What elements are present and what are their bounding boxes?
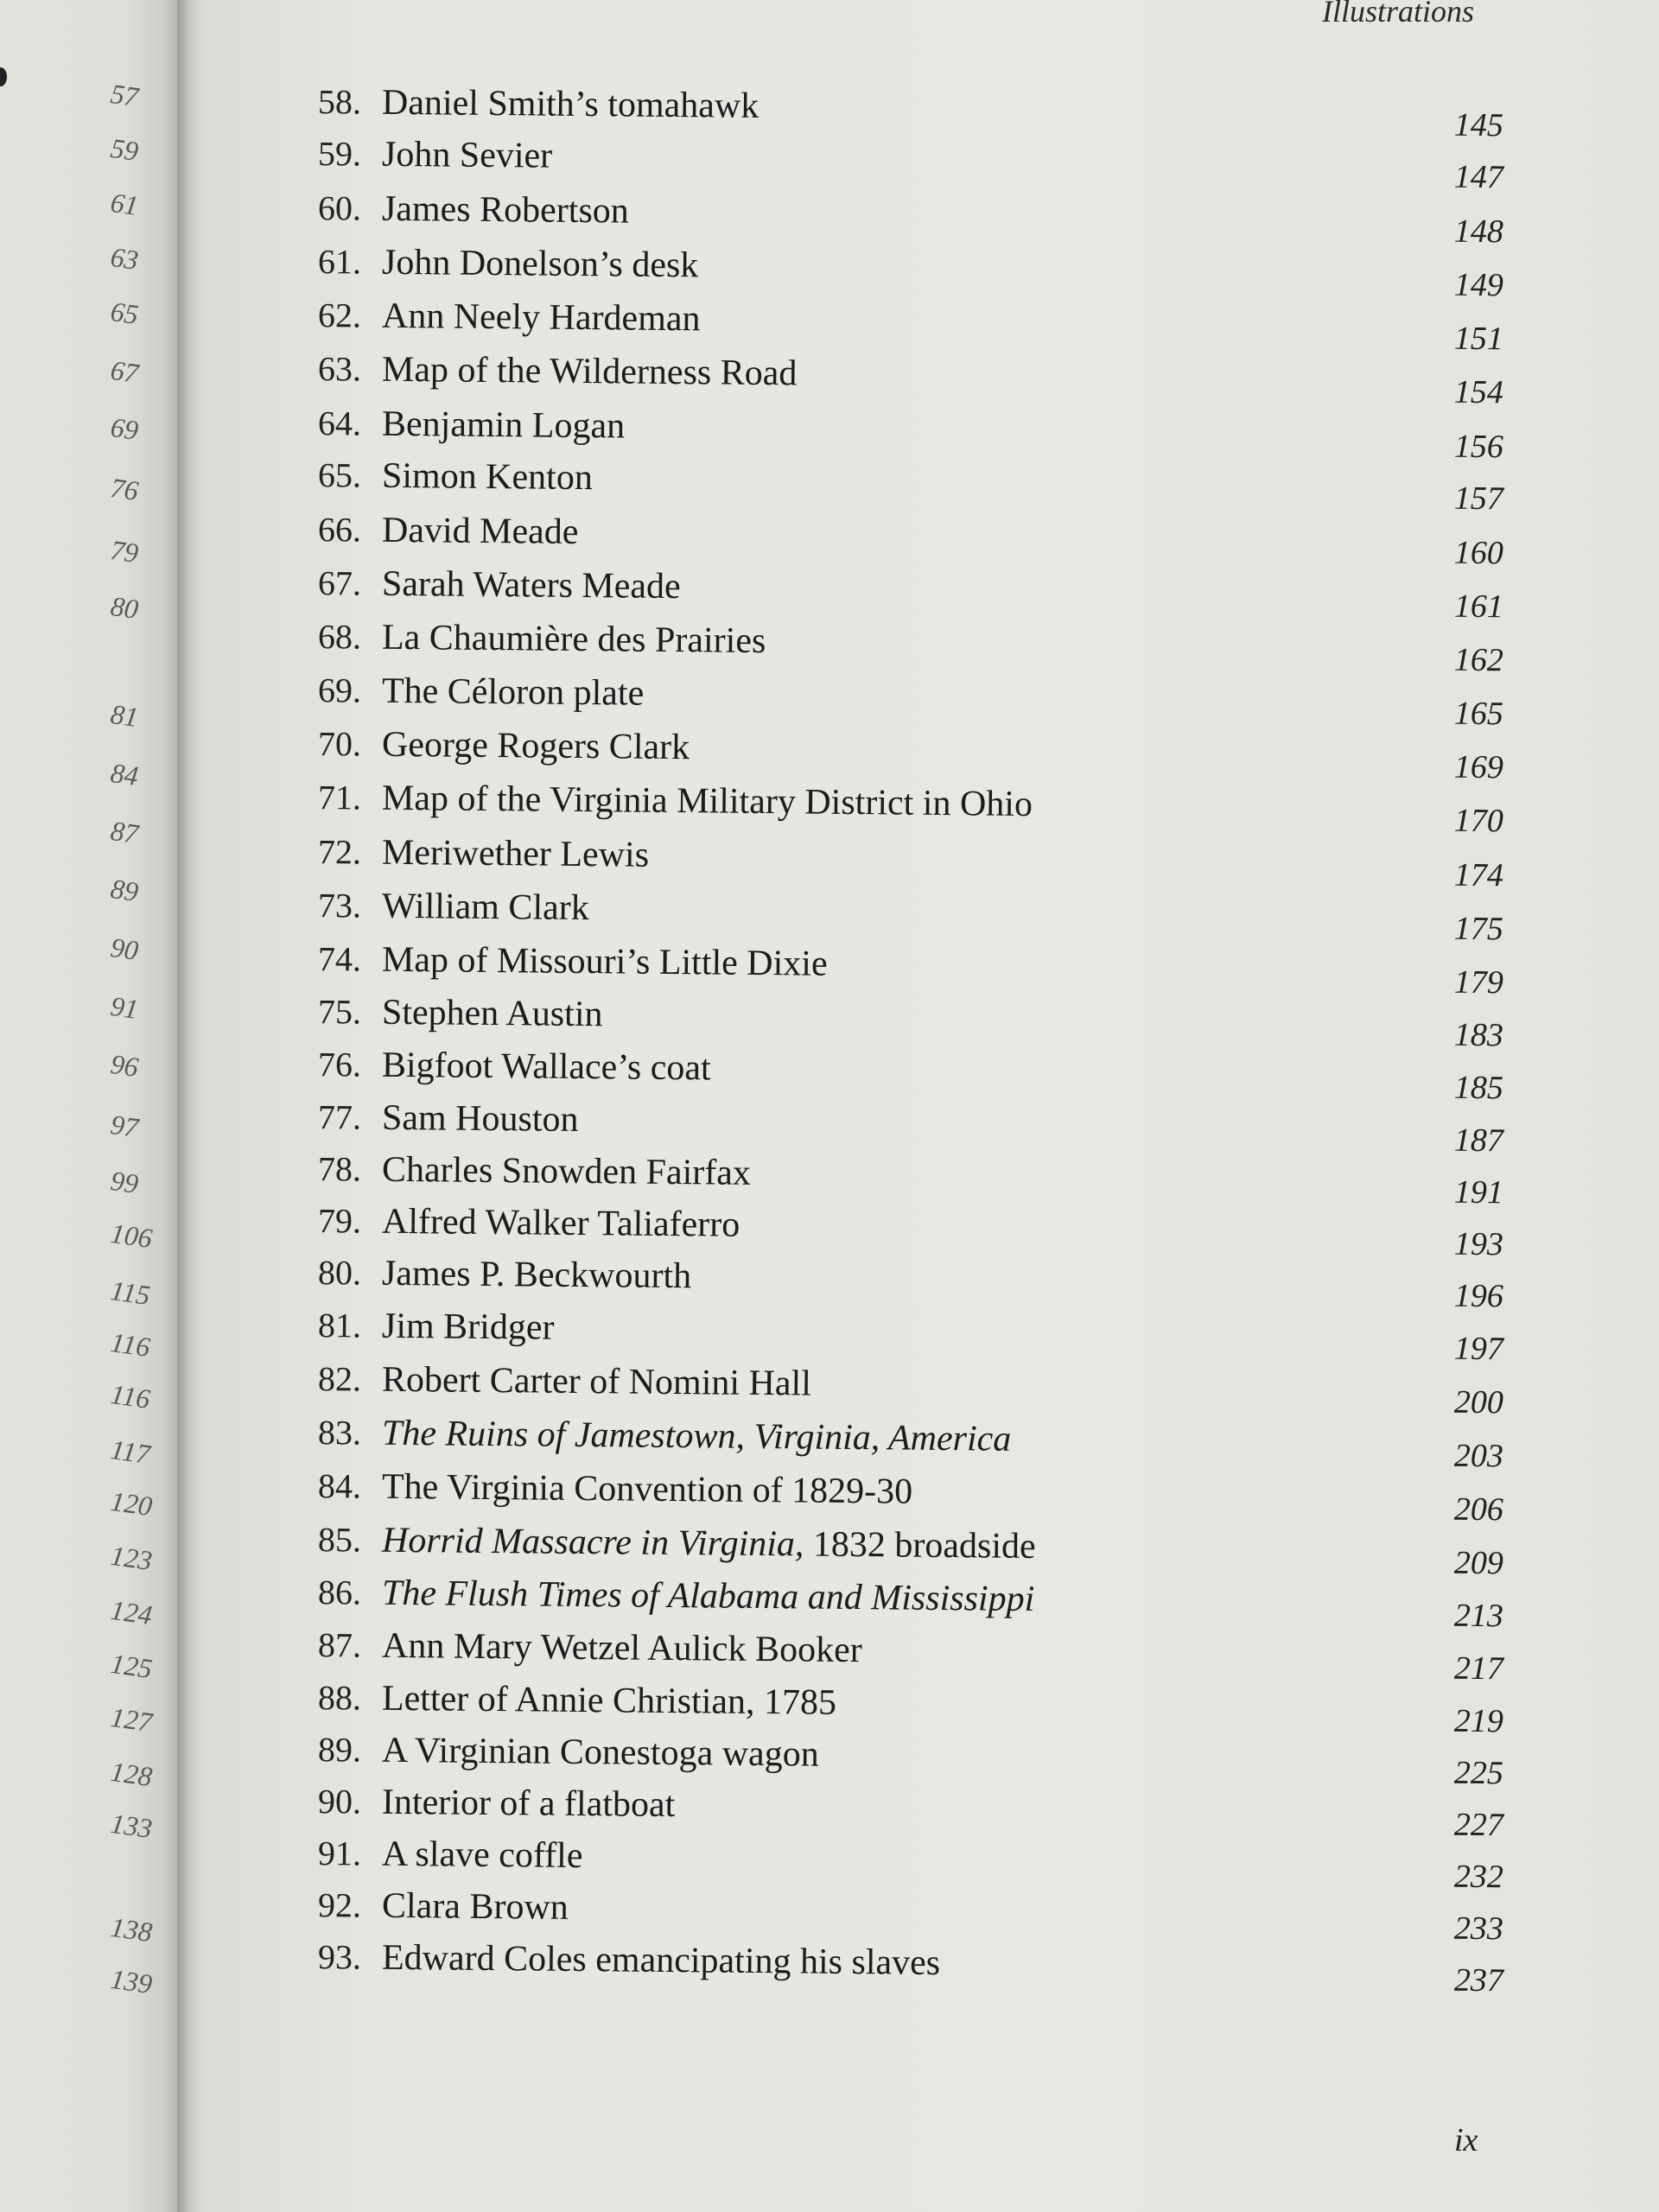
entry-number: 73. — [317, 886, 362, 925]
left-page-number: 84 — [108, 756, 141, 792]
left-page-number: 116 — [108, 1326, 152, 1363]
entry-number: 91. — [317, 1834, 362, 1873]
entry-title: La Chaumière des Prairies — [381, 617, 766, 662]
entry-page-number: 187 — [1453, 1122, 1504, 1160]
left-page-number: 99 — [108, 1164, 141, 1200]
entry-page-number: 145 — [1453, 106, 1504, 144]
entry-number: 72. — [317, 832, 362, 872]
entry-page-number: 149 — [1453, 266, 1504, 304]
entry-number: 66. — [317, 510, 362, 550]
entry-page-number: 165 — [1453, 695, 1504, 733]
left-page-number: 125 — [108, 1647, 155, 1685]
left-page-number: 87 — [108, 814, 141, 850]
entry-page-number: 156 — [1453, 428, 1504, 466]
entry-title: Meriwether Lewis — [381, 832, 650, 875]
entry-number: 76. — [317, 1045, 362, 1084]
entry-title: Sarah Waters Meade — [381, 563, 681, 607]
entry-number: 78. — [317, 1149, 362, 1189]
entry-number: 84. — [317, 1466, 362, 1506]
left-page-number: 90 — [108, 931, 141, 967]
entry-title: The Virginia Convention of 1829-30 — [381, 1466, 913, 1512]
entry-page-number: 148 — [1453, 213, 1504, 251]
entry-number: 93. — [317, 1937, 362, 1977]
entry-page-number: 185 — [1453, 1069, 1504, 1107]
entry-number: 62. — [317, 296, 362, 335]
entry-title: A slave coffle — [381, 1834, 583, 1877]
entry-number: 71. — [317, 778, 362, 817]
entry-number: 64. — [317, 404, 362, 443]
entry-number: 68. — [317, 617, 362, 657]
entry-page-number: 191 — [1453, 1173, 1504, 1211]
entry-number: 61. — [317, 242, 362, 282]
left-page-number: 59 — [108, 131, 141, 168]
entry-title: Ann Mary Wetzel Aulick Booker — [381, 1625, 862, 1671]
entry-title — [382, 1413, 1012, 1460]
entry-title: Jim Bridger — [381, 1306, 555, 1348]
left-page-number: 61 — [108, 186, 141, 222]
left-page-number: 57 — [108, 77, 141, 113]
entry-page-number: 232 — [1453, 1858, 1504, 1896]
page-folio: ix — [1454, 2122, 1478, 2158]
entry-title: Robert Carter of Nomini Hall — [381, 1359, 812, 1404]
left-page-number: 76 — [108, 471, 141, 507]
entry-number: 82. — [317, 1359, 362, 1399]
entry-title: Map of Missouri’s Little Dixie — [381, 939, 828, 984]
entry-title-italic: The Flush Times of Alabama and Mississippi — [381, 1573, 1035, 1620]
entry-number: 65. — [317, 455, 362, 495]
left-page-number: 116 — [108, 1378, 152, 1415]
entry-title-italic: The Ruins of Jamestown, Virginia, America — [381, 1413, 1012, 1459]
entry-page-number: 209 — [1453, 1544, 1504, 1582]
left-page-number: 67 — [108, 353, 141, 390]
entry-title: William Clark — [381, 886, 589, 929]
entry-page-number: 225 — [1453, 1754, 1504, 1792]
left-page-number: 81 — [108, 697, 141, 734]
entry-page-number: 157 — [1453, 480, 1504, 518]
left-page-number: 69 — [108, 410, 141, 447]
entry-number: 85. — [317, 1520, 362, 1560]
entry-title: George Rogers Clark — [381, 724, 690, 768]
left-page-number: 133 — [108, 1807, 155, 1845]
left-page-number: 106 — [108, 1217, 155, 1255]
entry-number: 70. — [317, 724, 362, 764]
entry-title — [382, 1573, 1035, 1620]
entry-page-number: 200 — [1453, 1383, 1504, 1421]
entry-title: Alfred Walker Taliaferro — [381, 1201, 741, 1245]
left-page-number: 120 — [108, 1484, 155, 1522]
left-page-number: 115 — [108, 1274, 152, 1312]
entry-number: 75. — [317, 992, 362, 1032]
entry-page-number: 213 — [1453, 1597, 1504, 1635]
entry-number: 92. — [317, 1885, 362, 1925]
left-page-number: 65 — [108, 295, 141, 331]
entry-title: James P. Beckwourth — [381, 1253, 692, 1297]
entry-title: Horrid Massacre in Virginia, 1832 broadside — [381, 1520, 1036, 1567]
entry-number: 60. — [317, 188, 362, 228]
entry-number: 67. — [317, 563, 362, 603]
entry-title: Interior of a flatboat — [381, 1782, 676, 1826]
entry-page-number: 170 — [1453, 802, 1504, 840]
entry-title: David Meade — [381, 510, 579, 552]
left-page-number: 79 — [108, 533, 141, 569]
entry-title: Charles Snowden Fairfax — [381, 1149, 752, 1193]
entry-title-italic: Horrid Massacre in Virginia, — [381, 1520, 804, 1565]
entry-page-number: 154 — [1453, 373, 1504, 411]
left-page-number: 123 — [108, 1539, 155, 1577]
entry-title: Edward Coles emancipating his slaves — [381, 1937, 941, 1983]
entry-number: 87. — [317, 1625, 362, 1665]
left-page-number: 138 — [108, 1910, 155, 1948]
entry-page-number: 206 — [1453, 1491, 1504, 1529]
entry-number: 59. — [317, 134, 362, 174]
left-page-number: 96 — [108, 1047, 141, 1084]
entry-title: Daniel Smith’s tomahawk — [381, 82, 760, 126]
entry-title: Clara Brown — [381, 1885, 569, 1928]
entry-title: James Robertson — [381, 188, 630, 232]
entry-number: 79. — [317, 1201, 362, 1241]
entry-page-number: 183 — [1453, 1016, 1504, 1054]
entry-page-number: 169 — [1453, 748, 1504, 786]
entry-title: John Donelson’s desk — [381, 242, 699, 286]
entry-title: A Virginian Conestoga wagon — [381, 1730, 819, 1775]
left-page-number: 128 — [108, 1755, 155, 1793]
entry-page-number: 196 — [1453, 1277, 1504, 1315]
entry-page-number: 151 — [1453, 320, 1504, 358]
entry-number: 69. — [317, 671, 362, 710]
left-page-number: 63 — [108, 240, 141, 276]
entry-page-number: 233 — [1453, 1910, 1504, 1948]
entry-number: 89. — [317, 1730, 362, 1770]
left-page-number: 89 — [108, 872, 141, 908]
entry-number: 63. — [317, 349, 362, 389]
entry-page-number: 237 — [1453, 1961, 1504, 1999]
running-head: Illustrations — [1322, 0, 1475, 29]
entry-number: 58. — [317, 82, 362, 122]
entry-number: 81. — [317, 1306, 362, 1345]
entry-number: 90. — [317, 1782, 362, 1821]
entry-title: Letter of Annie Christian, 1785 — [381, 1678, 837, 1723]
entry-page-number: 162 — [1453, 641, 1504, 679]
left-page-number: 127 — [108, 1700, 155, 1738]
entry-page-number: 203 — [1453, 1437, 1504, 1475]
entry-title: Map of the Wilderness Road — [381, 349, 798, 394]
entry-title: Bigfoot Wallace’s coat — [381, 1045, 711, 1089]
entry-title: Stephen Austin — [381, 992, 603, 1035]
entry-page-number: 219 — [1453, 1702, 1504, 1740]
entry-number: 86. — [317, 1573, 362, 1612]
left-page-number: 124 — [108, 1593, 155, 1631]
entry-page-number: 147 — [1453, 158, 1504, 196]
entry-page-number: 227 — [1453, 1806, 1504, 1844]
left-page-number: 117 — [108, 1433, 152, 1471]
entry-page-number: 160 — [1453, 534, 1504, 572]
entry-page-number: 193 — [1453, 1225, 1504, 1263]
left-page-number: 80 — [108, 589, 141, 626]
left-page-number: 97 — [108, 1108, 141, 1144]
entry-page-number: 197 — [1453, 1330, 1504, 1368]
entry-number: 74. — [317, 939, 362, 979]
entry-page-number: 175 — [1453, 910, 1504, 948]
entry-page-number: 217 — [1453, 1649, 1504, 1688]
entry-number: 88. — [317, 1678, 362, 1718]
entry-page-number: 161 — [1453, 588, 1504, 626]
entry-number: 83. — [317, 1413, 362, 1452]
entry-number: 80. — [317, 1253, 362, 1293]
entry-page-number: 179 — [1453, 963, 1504, 1001]
entry-title: The Céloron plate — [381, 671, 645, 714]
entry-title: Simon Kenton — [381, 455, 594, 499]
entry-title: Map of the Virginia Military District in Ohio — [381, 778, 1033, 825]
entry-title: Benjamin Logan — [381, 404, 626, 447]
entry-title: Ann Neely Hardeman — [381, 296, 701, 340]
left-page-number: 139 — [108, 1962, 155, 2000]
entry-page-number: 174 — [1453, 856, 1504, 894]
entry-title: John Sevier — [381, 134, 553, 176]
entry-number: 77. — [317, 1097, 362, 1137]
left-page-number: 91 — [108, 989, 141, 1026]
entry-title: Sam Houston — [381, 1097, 579, 1140]
